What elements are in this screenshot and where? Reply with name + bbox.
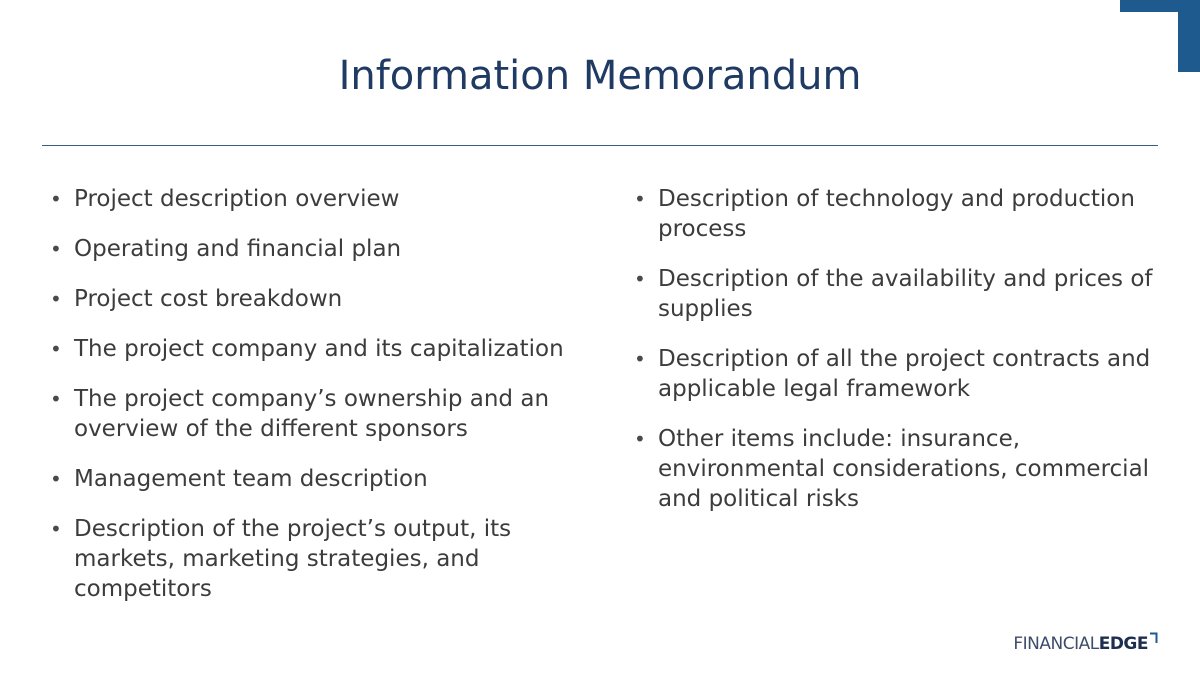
list-item-text: Description of the availability and prices of supplies (658, 266, 1153, 322)
list-item-text: Project cost breakdown (74, 286, 343, 312)
list-item (46, 284, 576, 314)
list-item (630, 344, 1170, 404)
list-item (46, 184, 576, 214)
bullet-icon: • (634, 187, 646, 211)
list-item-text: Description of technology and production process (658, 186, 1135, 242)
list-item-text: Description of all the project contracts and applicable legal framework (658, 346, 1151, 402)
list-item (630, 184, 1170, 244)
list-item-text: Other items include: insurance, environmental considerations, commercial and political risks (658, 426, 1150, 512)
list-item-text: Management team description (74, 466, 428, 492)
bullet-icon: • (634, 347, 646, 371)
list-item (46, 514, 576, 604)
list-item (46, 384, 576, 444)
list-item-text: The project company’s ownership and an overview of the different sponsors (74, 386, 550, 442)
list-item (46, 234, 576, 264)
list-item-text: Operating and financial plan (74, 236, 402, 262)
bullet-icon: • (50, 387, 62, 411)
bullet-icon: • (50, 237, 62, 261)
edge-mark-icon (1150, 632, 1158, 644)
logo-text-financial: FINANCIAL (1013, 634, 1099, 654)
list-item (46, 464, 576, 494)
list-item-text: Description of the project’s output, its markets, marketing strategies, and competitors (74, 516, 512, 602)
list-item (46, 334, 576, 364)
list-item (630, 424, 1170, 514)
financial-edge-logo (1013, 634, 1158, 658)
bullet-icon: • (50, 187, 62, 211)
bullet-icon: • (634, 267, 646, 291)
page-title: Information Memorandum (338, 53, 862, 99)
bullet-icon: • (50, 467, 62, 491)
list-item (630, 264, 1170, 324)
logo-text-edge: EDGE (1098, 634, 1148, 654)
bullet-icon: • (50, 337, 62, 361)
bullet-icon: • (50, 287, 62, 311)
list-item-text: Project description overview (74, 186, 400, 212)
right-bullet-list (630, 184, 1170, 534)
list-item-text: The project company and its capitalization (74, 336, 564, 362)
left-bullet-list (46, 184, 576, 624)
bullet-icon: • (50, 517, 62, 541)
title-divider (42, 145, 1158, 146)
bullet-icon: • (634, 427, 646, 451)
